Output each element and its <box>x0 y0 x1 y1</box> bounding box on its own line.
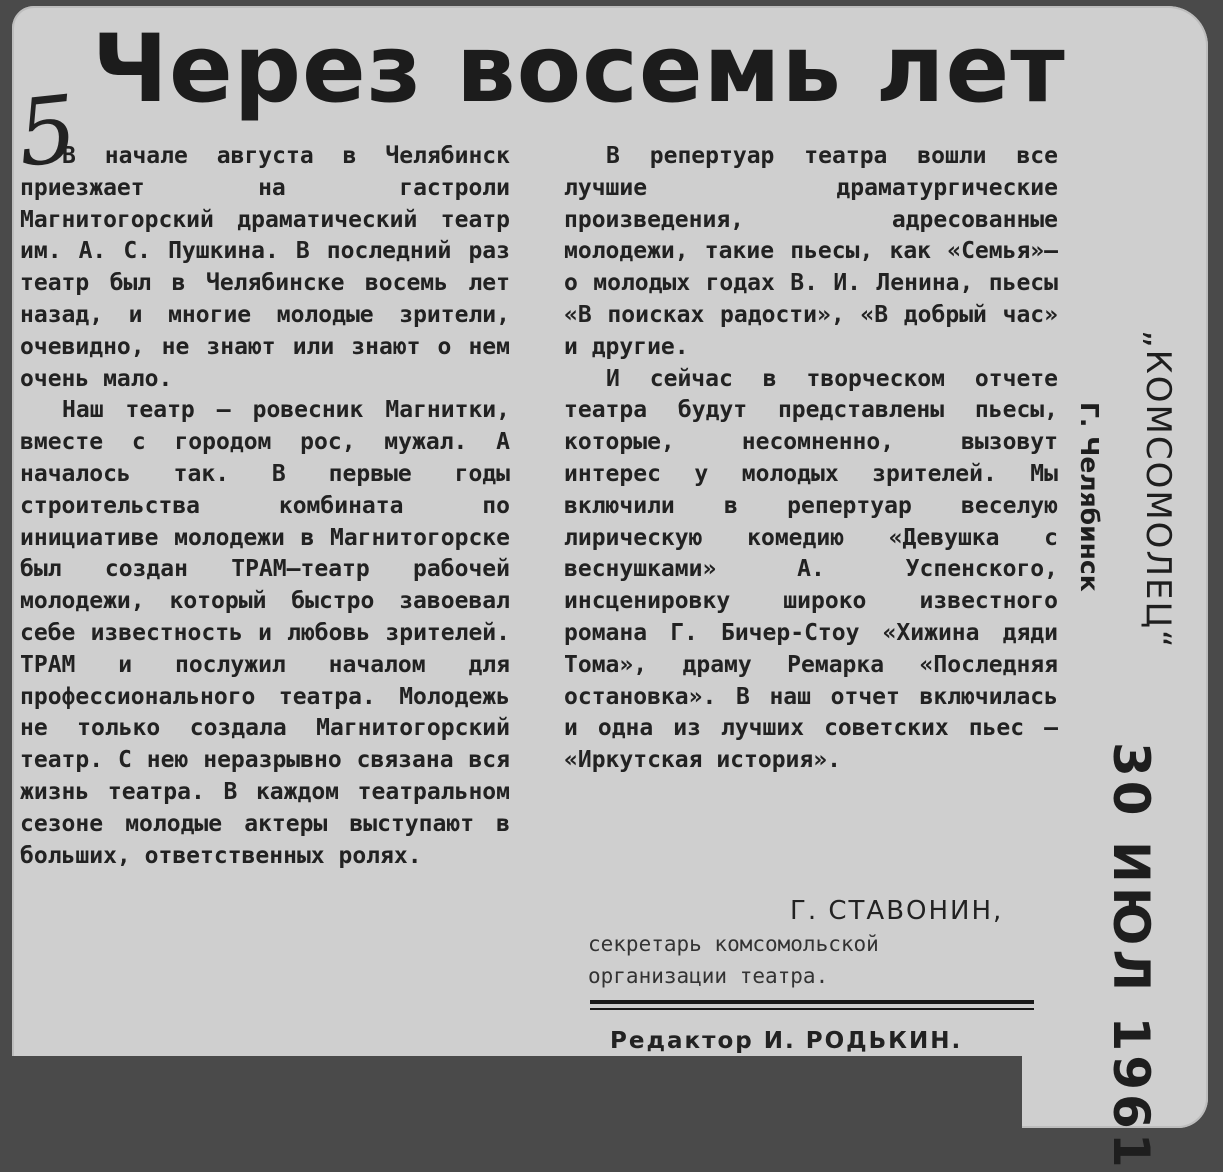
paragraph: В начале августа в Челябинск приезжает на гастроли Магнитогорский драматический театр им. А. С. Пушкина. В последний раз театр был в Челябинске восемь лет назад, и многие молодые зрители, очевидно, не знают или знают о нем очень мало. <box>20 143 510 392</box>
author-role-line: организации театра. <box>588 964 829 988</box>
editor-credit: Редактор И. РОДЬКИН. <box>610 1028 963 1054</box>
left-column <box>20 141 510 872</box>
background-notch <box>12 1056 1022 1134</box>
divider-rule <box>590 1008 1034 1010</box>
author-name: Г. СТАВОНИН, <box>790 896 1004 926</box>
divider-rule <box>590 1000 1034 1004</box>
right-column <box>564 141 1058 777</box>
stamp-city: Г. Челябинск <box>1075 402 1104 592</box>
handwritten-page-number: 5 <box>12 75 82 188</box>
paragraph: И сейчас в творческом отчете театра будут представлены пьесы, которые, несомненно, вызовут интерес у молодых зрителей. Мы включили в репертуар веселую лирическую комедию «Девушка с веснушками» А. Успенского, инсценировку широко известного романа Г. Бичер-Стоу «Хижина дяди Тома», драму Ремарка «Последняя остановка». В наш отчет включилась и одна из лучших советских пьес — «Иркутская история». <box>564 365 1058 774</box>
stamp-date: 30 ИЮЛ 1961 <box>1102 742 1160 1172</box>
author-role-line: секретарь комсомольской <box>588 932 879 956</box>
paragraph: Наш театр — ровесник Магнитки, вместе с городом рос, мужал. А началось так. В первые годы строительства комбината по инициативе молодежи в Магнитогорске был создан ТРАМ—театр рабочей молодежи, который быстро завоевал себе известность и любовь зрителей. ТРАМ и послужил началом для профессионального театра. Молодежь не только создала Магнитогорский театр. С нею неразрывно связана вся жизнь театра. В каждом театральном сезоне молодые актеры выступают в больших, ответственных ролях. <box>20 397 510 869</box>
stamp-newspaper-name: „КОМСОМОЛЕЦ“ <box>1138 330 1178 650</box>
article-headline: Через восемь лет <box>92 15 1066 124</box>
author-role <box>588 928 1038 992</box>
paragraph: В репертуар театра вошли все лучшие драматургические произведения, адресованные молодежи, такие пьесы, как «Семья»—о молодых годах В. И. Ленина, пьесы «В поисках радости», «В добрый час» и другие. <box>564 143 1058 360</box>
